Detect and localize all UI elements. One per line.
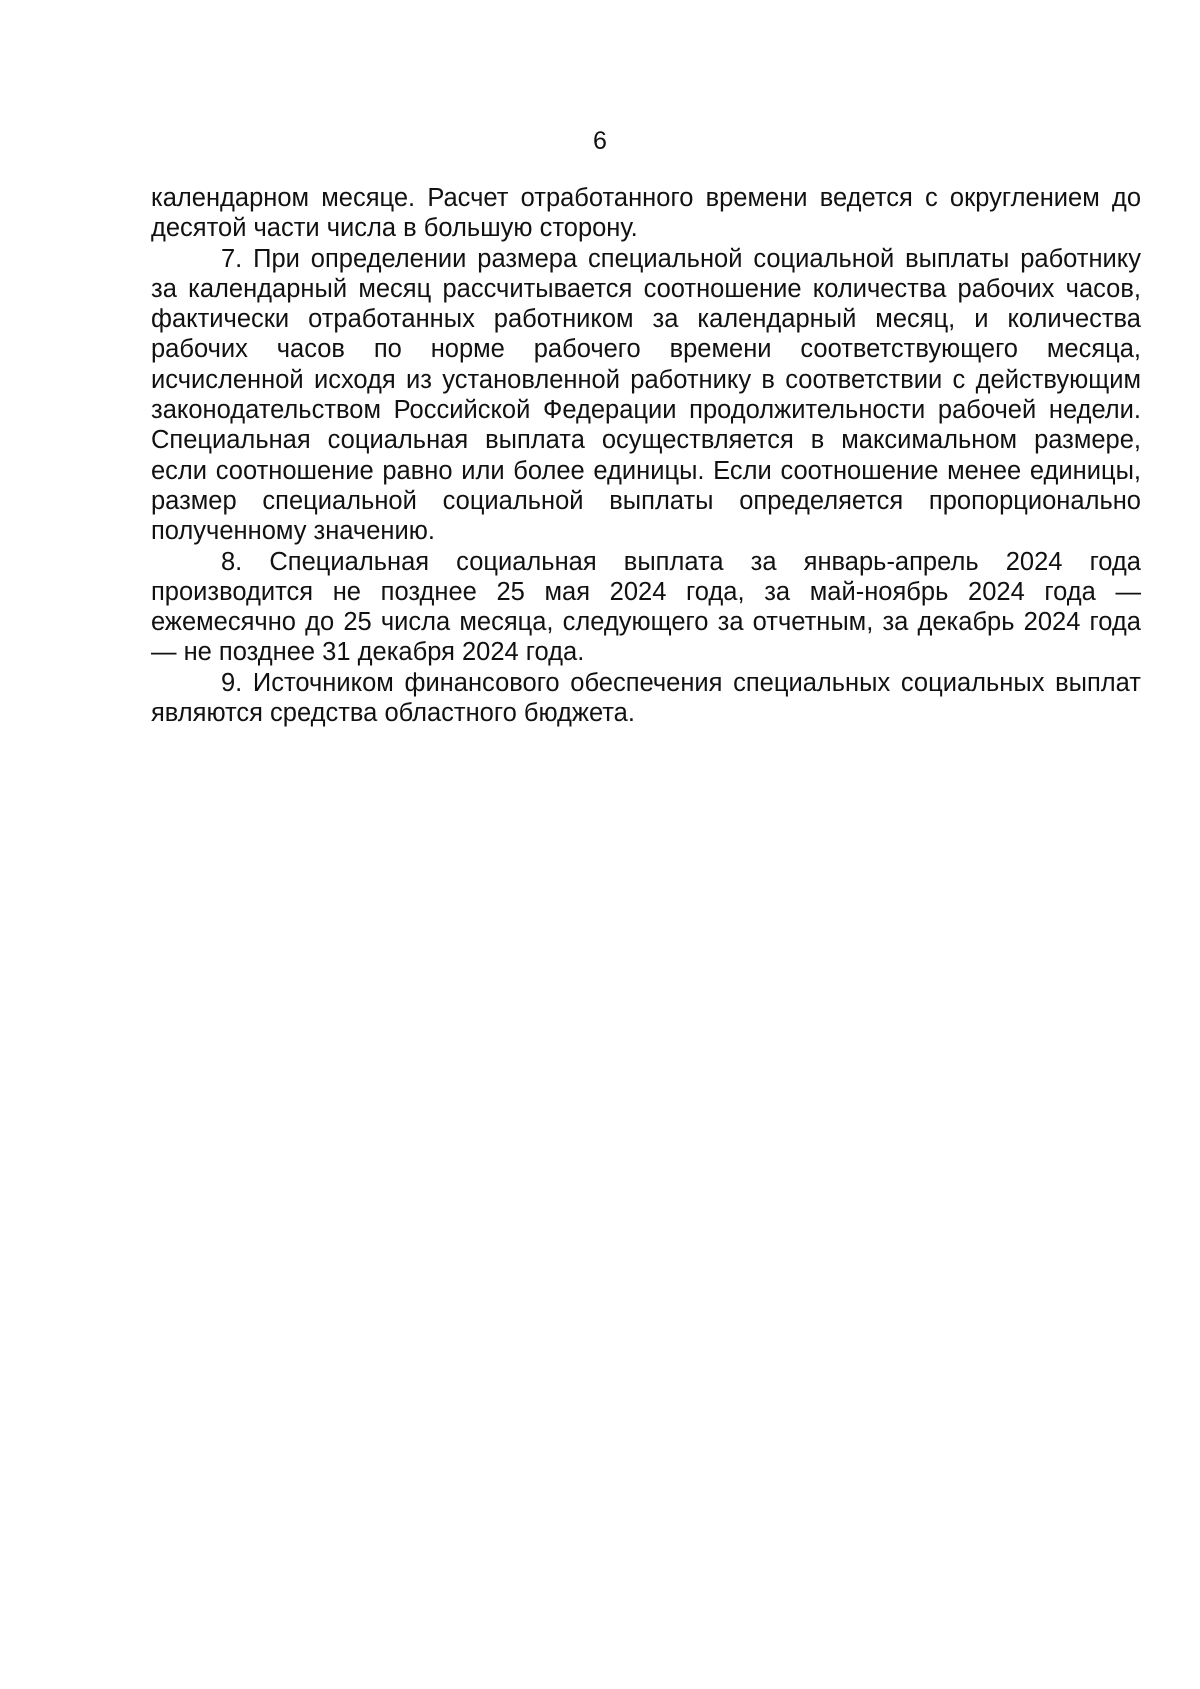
document-body [151,183,1141,728]
paragraph-item-9: 9. Источником финансового обеспечения специальных социальных выплат являются средства областного бюджета. [151,668,1141,728]
paragraph-item-7: 7. При определении размера специальной социальной выплаты работнику за календарный месяц рассчитывается соотношение количества рабочих часов, фактически отработанных работником за календарный месяц, и количества рабочих часов по норме рабочего времени соответствующего месяца, исчисленной исходя из установленной работнику в соответствии с действующим законодательством Российской Федерации продолжительности рабочей недели. Специальная социальная выплата осуществляется в максимальном размере, если соотношение равно или более единицы. Если соотношение менее единицы, размер специальной социальной выплаты определяется пропорционально полученному значению. [151,244,1141,546]
paragraph-item-8: 8. Специальная социальная выплата за январь-апрель 2024 года производится не позднее 25 мая 2024 года, за май-ноябрь 2024 года — ежемесячно до 25 числа месяца, следующего за отчетным, за декабрь 2024 года — не позднее 31 декабря 2024 года. [151,547,1141,667]
page-number: 6 [593,127,607,155]
paragraph-continuation: календарном месяце. Расчет отработанного времени ведется с округлением до десятой части числа в большую сторону. [151,184,1141,243]
